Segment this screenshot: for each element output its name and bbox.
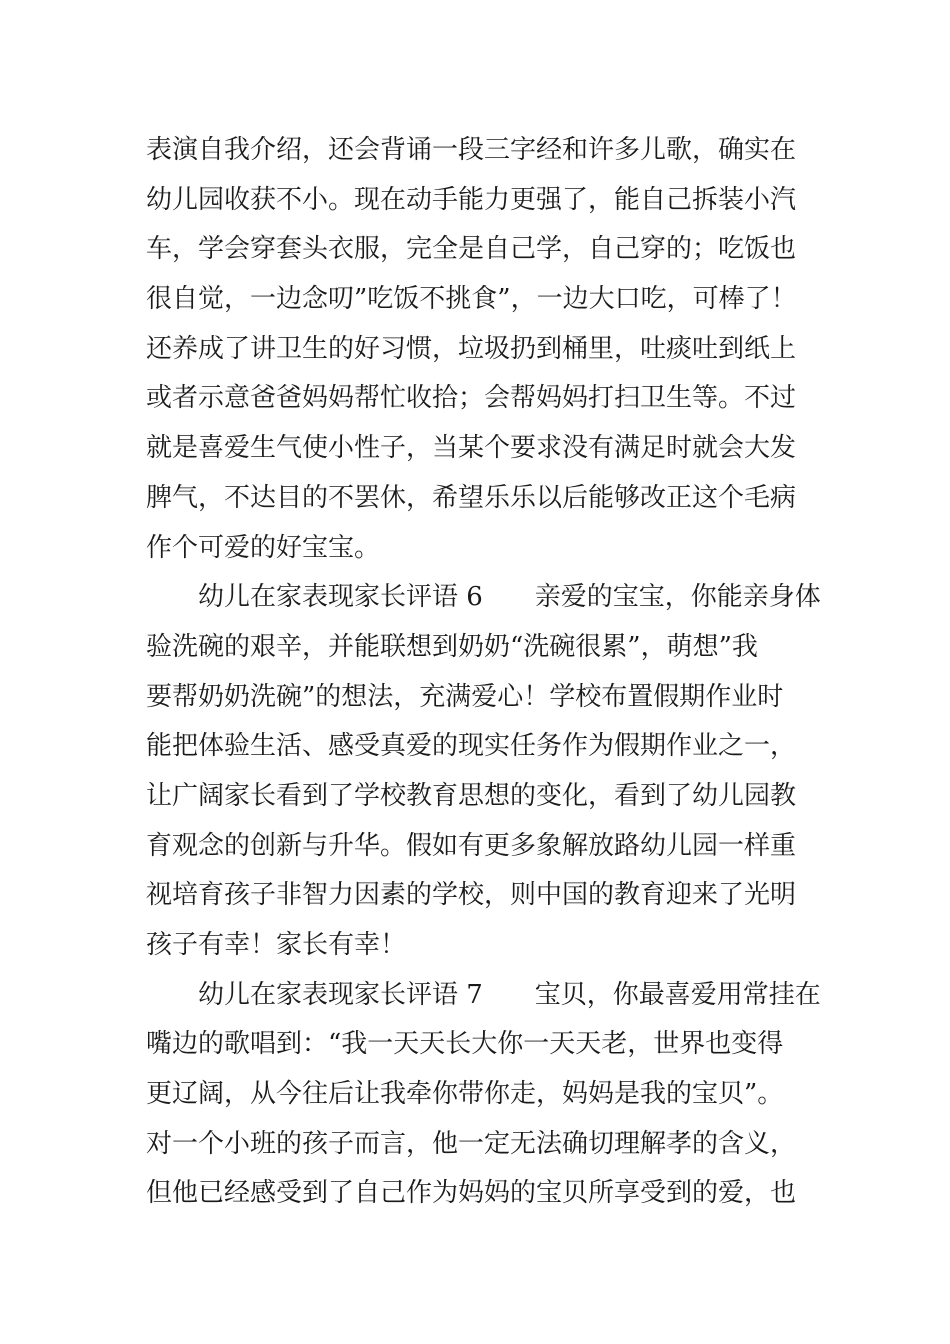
text-line: 很自觉，一边念叨”吃饭不挑食”，一边大口吃，可棒了！ [146,284,797,315]
text-line: 嘴边的歌唱到：“我一天天长大你一天天老，世界也变得 [146,1029,784,1060]
text-line: 育观念的创新与升华。假如有更多象解放路幼儿园一样重 [146,830,797,861]
text-line: 孩子有幸！家长有幸！ [146,930,407,960]
text-line: 验洗碗的艰辛，并能联想到奶奶“洗碗很累”，萌想”我 [146,631,758,662]
text-line: 脾气，不达目的不罢休，希望乐乐以后能够改正这个毛病 [146,482,797,513]
text-line: 视培育孩子非智力因素的学校，则中国的教育迎来了光明 [146,880,797,911]
text-line: 要帮奶奶洗碗”的想法，充满爱心！学校布置假期作业时 [146,681,784,712]
text-line: 表演自我介绍，还会背诵一段三字经和许多儿歌，确实在 [146,135,797,165]
text-line: 能把体验生活、感受真爱的现实任务作为假期作业之一， [146,731,797,762]
text-line: 车，学会穿套头衣服，完全是自己学，自己穿的；吃饭也 [146,234,797,265]
body-text [146,126,826,1219]
text-line: 还养成了讲卫生的好习惯，垃圾扔到桶里，吐痰吐到纸上 [146,333,797,364]
paragraph-start-line: 幼儿在家表现家长评语 7 宝贝，你最喜爱用常挂在 [198,979,821,1010]
text-line: 对一个小班的孩子而言，他一定无法确切理解孝的含义， [146,1128,797,1159]
text-line: 就是喜爱生气使小性子，当某个要求没有满足时就会大发 [146,433,797,464]
text-line: 作个可爱的好宝宝。 [146,532,381,563]
text-line: 但他已经感受到了自己作为妈妈的宝贝所享受到的爱，也 [146,1178,797,1209]
paragraph-start-line: 幼儿在家表现家长评语 6 亲爱的宝宝，你能亲身体 [198,582,821,613]
text-line: 幼儿园收获不小。现在动手能力更强了，能自己拆装小汽 [146,184,797,215]
text-line: 或者示意爸爸妈妈帮忙收拾；会帮妈妈打扫卫生等。不过 [146,383,797,414]
text-line: 更辽阔，从今往后让我牵你带你走，妈妈是我的宝贝”。 [146,1079,784,1110]
text-line: 让广阔家长看到了学校教育思想的变化，看到了幼儿园教 [146,780,797,811]
